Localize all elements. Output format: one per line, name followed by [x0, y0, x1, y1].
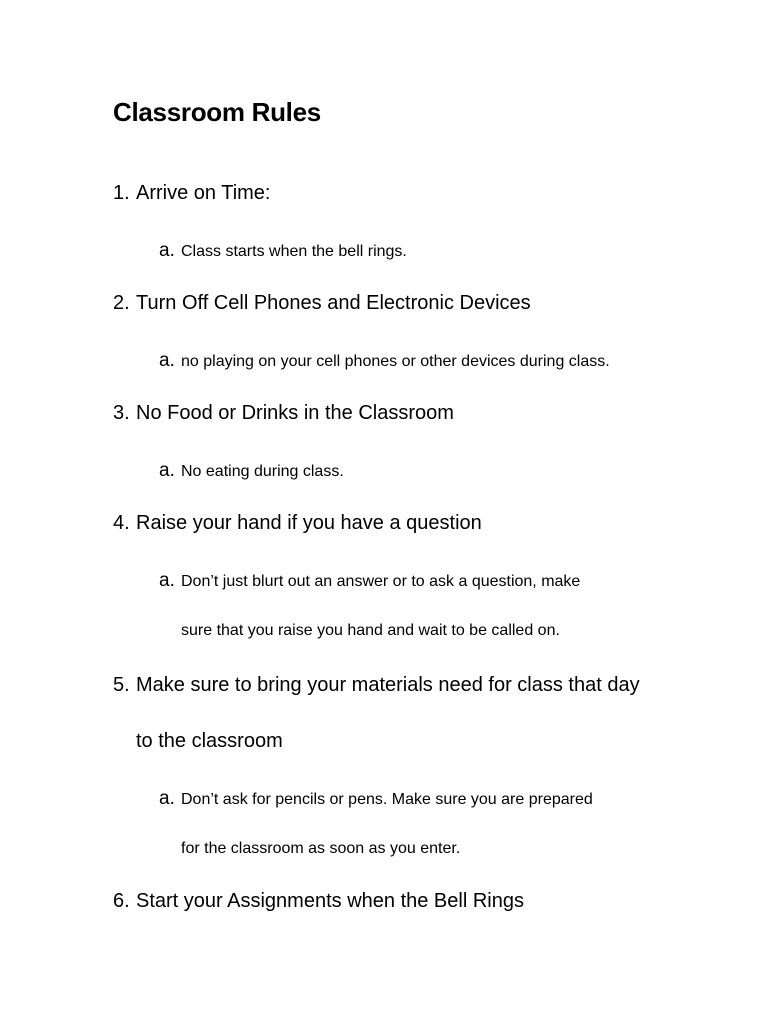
- rule-number: 4.: [113, 512, 130, 534]
- document-title: Classroom Rules: [113, 97, 321, 127]
- rule-2: [113, 290, 531, 316]
- rule-2-sub-a: [159, 350, 610, 373]
- rule-text: Start your Assignments when the Bell Rings: [136, 890, 524, 912]
- rule-number: 1.: [113, 182, 130, 204]
- rule-5-sub-a-continued: for the classroom as soon as you enter.: [181, 840, 461, 857]
- rule-4: [113, 510, 482, 536]
- rule-5-sub-a: [159, 788, 593, 811]
- sub-text: Don’t just blurt out an answer or to ask a question, make: [181, 573, 581, 590]
- rule-text: No Food or Drinks in the Classroom: [136, 402, 454, 424]
- sub-text: Class starts when the bell rings.: [181, 243, 407, 260]
- sub-text: No eating during class.: [181, 463, 344, 480]
- rule-5: [113, 672, 640, 698]
- rule-5-continued: to the classroom: [136, 730, 283, 752]
- rule-3-sub-a: [159, 460, 344, 483]
- rule-text: Raise your hand if you have a question: [136, 512, 482, 534]
- rule-number: 2.: [113, 292, 130, 314]
- sub-text: Don’t ask for pencils or pens. Make sure you are prepared: [181, 791, 593, 808]
- rule-number: 3.: [113, 402, 130, 424]
- rule-number: 5.: [113, 674, 130, 696]
- sub-text: no playing on your cell phones or other devices during class.: [181, 353, 610, 370]
- sub-letter: a.: [159, 570, 175, 591]
- rule-1: [113, 180, 270, 206]
- rule-4-sub-a: [159, 570, 580, 593]
- rule-text: Arrive on Time:: [136, 182, 271, 204]
- sub-letter: a.: [159, 788, 175, 809]
- rule-1-sub-a: [159, 240, 407, 263]
- sub-letter: a.: [159, 350, 175, 371]
- rule-text: Turn Off Cell Phones and Electronic Devices: [136, 292, 531, 314]
- rule-number: 6.: [113, 890, 130, 912]
- sub-letter: a.: [159, 460, 175, 481]
- sub-letter: a.: [159, 240, 175, 261]
- rule-text: Make sure to bring your materials need for class that day: [136, 674, 640, 696]
- rule-3: [113, 400, 454, 426]
- rule-4-sub-a-continued: sure that you raise you hand and wait to be called on.: [181, 622, 560, 639]
- rule-6: [113, 888, 524, 914]
